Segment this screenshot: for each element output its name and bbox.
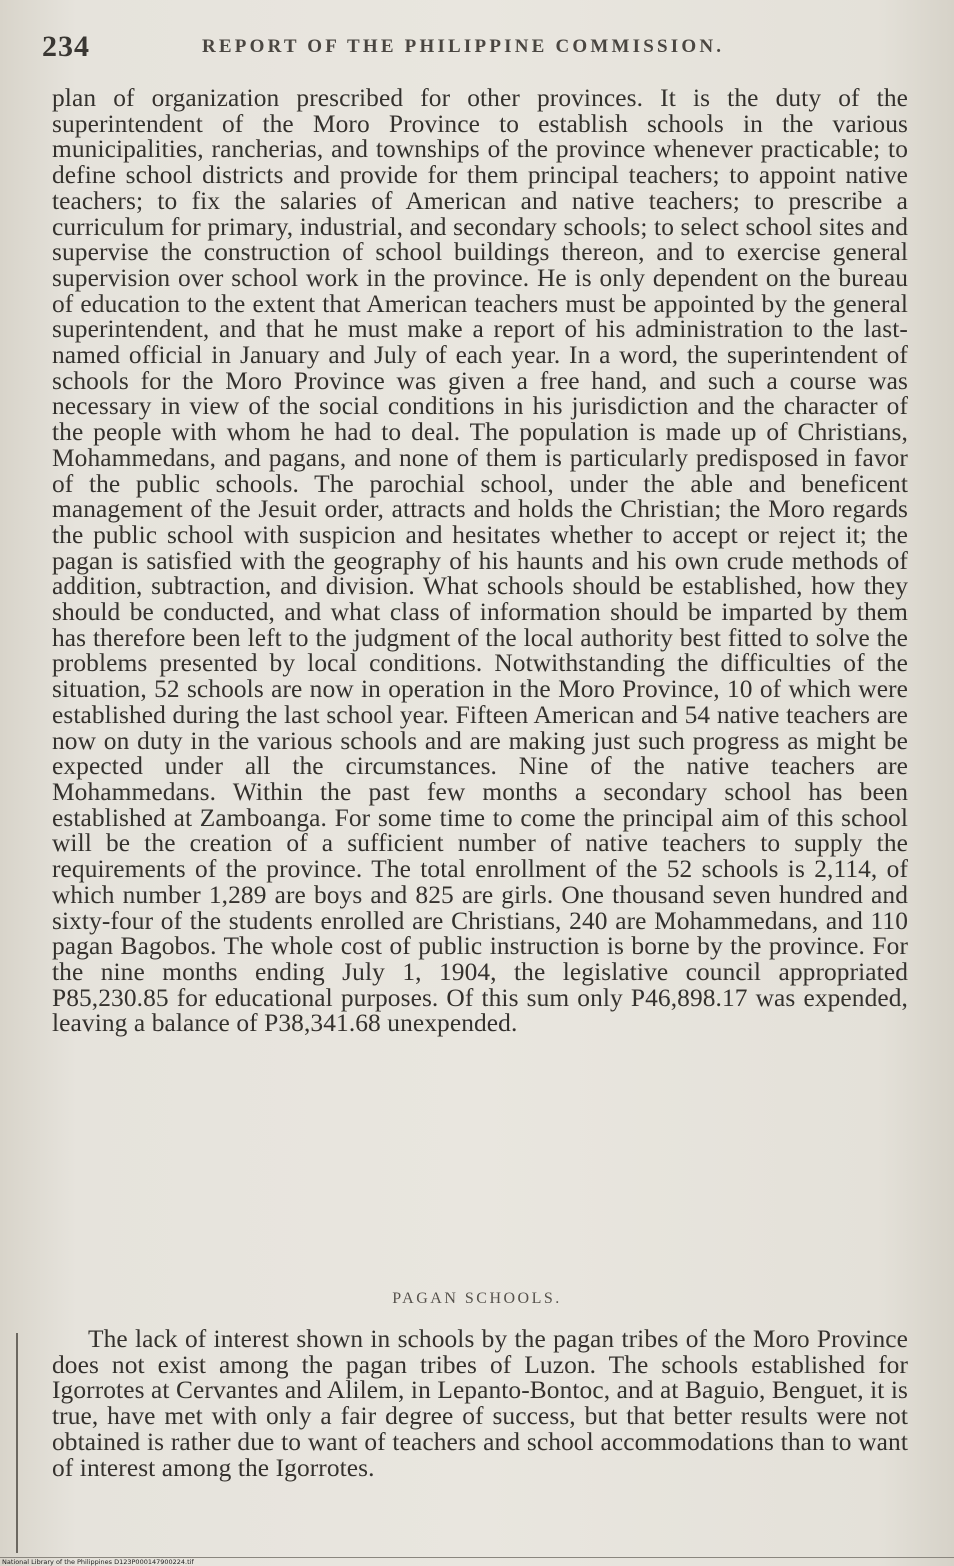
body-paragraph: plan of organization prescribed for other provinces. It is the duty of the superintendent of the Moro Province to establish schools in the various municipalities, rancherias, and townships of the province whenever practicable; to define school districts and provide for them principal teachers; to appoint native teachers; to fix the salaries of American and native teachers; to prescribe a curriculum for primary, industrial, and secondary schools; to select school sites and supervise the construction of school buildings thereon, and to exercise general supervision over school work in the province. He is only dependent on the bureau of education to the extent that American teachers must be appointed by the general superintendent, and that he must make a report of his administration to the last-named official in January and July of each year. In a word, the superintendent of schools for the Moro Province was given a free hand, and such a course was necessary in view of the social conditions in his jurisdiction and the character of the people with whom he had to deal. The population is made up of Christians, Mohammedans, and pagans, and none of them is particularly predisposed in favor of the public schools. The parochial school, under the able and beneficent management of the Jesuit order, attracts and holds the Christian; the Moro regards the public school with suspicion and hesitates whether to accept or reject it; the pagan is satisfied with the geography of his haunts and his own crude methods of addition, subtraction, and division. What schools should be established, how they should be conducted, and what class of information should be imparted by them has therefore been left to the judgment of the local authority best fitted to solve the problems presented by local conditions. Notwithstanding the difficulties of the situation, 52 schools are now in operation in the Moro Province, 10 of which were established during the last school year. Fifteen American and 54 native teachers are now on duty in the various schools and are making just such progress as might be expected under all the circumstances. Nine of the native teachers are Mohammedans. Within the past few months a secondary school has been established at Zamboanga. For some time to come the principal aim of this school will be the creation of a sufficient number of native teachers to supply the requirements of the province. The total enrollment of the 52 schools is 2,114, of which number 1,289 are boys and 825 are girls. One thousand seven hundred and sixty-four of the students enrolled are Christians, 240 are Mohammedans, and 110 pagan Bagobos. The whole cost of public instruction is borne by the province. For the nine months ending July 1, 1904, the legislative council appropriated P85,230.85 for educational purposes. Of this sum only P46,898.17 was expended, leaving a balance of P38,341.68 unexpended. [52,84,908,1038]
section-paragraph: The lack of interest shown in schools by the pagan tribes of the Moro Province does not exist among the pagan tribes of Luzon. The schools established for Igorrotes at Cervantes and Alilem, in Lepanto-Bontoc, and at Baguio, Benguet, it is true, have met with only a fair degree of success, but that better results were not obtained is rather due to want of teachers and school accommodations than to want of interest among the Igorrotes. [52,1325,908,1482]
page-number: 234 [42,30,90,63]
page-header [42,30,922,66]
margin-rule [16,1333,18,1553]
scan-credit: National Library of the Philippines D123P000147900224.tif [2,1558,194,1566]
section-text [52,1327,908,1481]
running-head: REPORT OF THE PHILIPPINE COMMISSION. [202,36,725,57]
main-text [52,86,908,1037]
section-heading: PAGAN SCHOOLS. [392,1290,562,1307]
